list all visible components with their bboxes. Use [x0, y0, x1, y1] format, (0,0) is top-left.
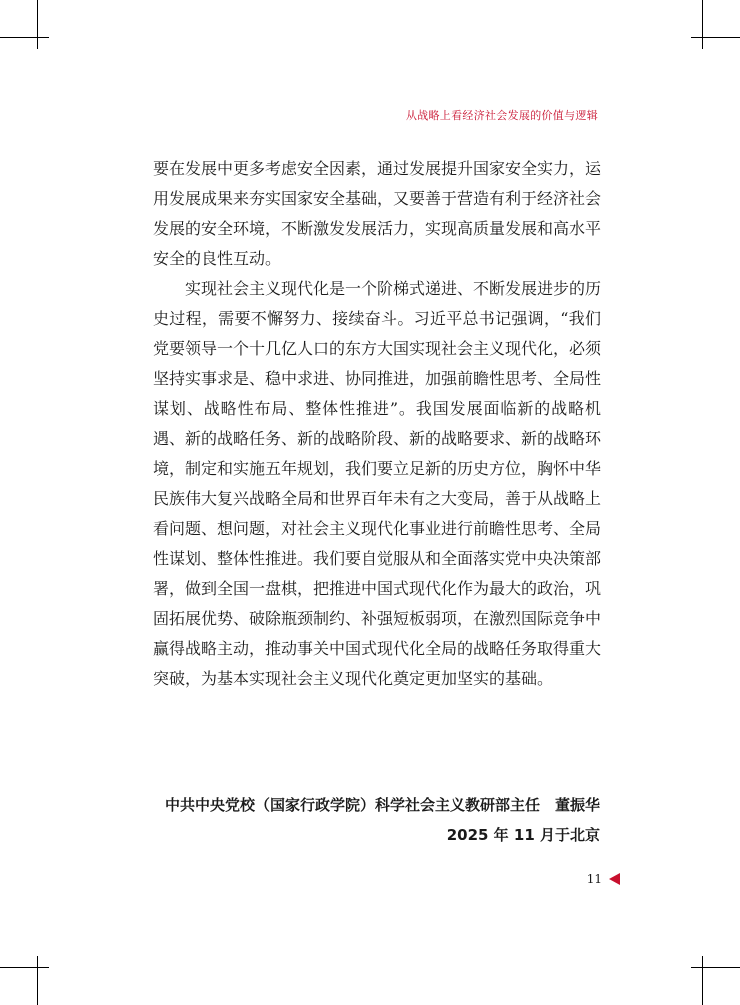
page-marker-triangle-icon [609, 873, 620, 885]
author-line: 中共中央党校（国家行政学院）科学社会主义教研部主任 董振华 [164, 796, 600, 814]
crop-mark-top-right-h [691, 37, 740, 38]
crop-mark-bottom-left-h [0, 967, 49, 968]
paragraph: 实现社会主义现代化是一个阶梯式递进、不断发展进步的历史过程，需要不懈努力、接续奋斗。习近平总书记强调，“我们党要领导一个十几亿人口的东方大国实现社会主义现代化，必须坚持实事求是、稳中求进、协同推进，加强前瞻性思考、全局性谋划、战略性布局、整体性推进”。我国发展面临新的战略机遇、新的战略任务、新的战略阶段、新的战略要求、新的战略环境，制定和实施五年规划，我们要立足新的历史方位，胸怀中华民族伟大复兴战略全局和世界百年未有之大变局，善于从战略上看问题、想问题，对社会主义现代化事业进行前瞻性思考、全局性谋划、整体性推进。我们要自觉服从和全面落实党中央决策部署，做到全国一盘棋，把推进中国式现代化作为最大的政治，巩固拓展优势、破除瓶颈制约、补强短板弱项，在激烈国际竞争中赢得战略主动，推动事关中国式现代化全局的战略任务取得重大突破，为基本实现社会主义现代化奠定更加坚实的基础。 [153, 279, 602, 688]
crop-mark-bottom-left-v [37, 956, 38, 1005]
crop-mark-top-right-v [702, 0, 703, 49]
signature-block [165, 790, 600, 850]
date-place-line: 2025 年 11 月于北京 [446, 826, 600, 844]
crop-mark-bottom-right-h [691, 967, 740, 968]
crop-mark-top-left-h [0, 37, 49, 38]
running-header: 从战略上看经济社会发展的价值与逻辑 [405, 109, 598, 122]
crop-mark-top-left-v [37, 0, 38, 49]
page-number-block [587, 872, 620, 886]
body-text [153, 154, 601, 694]
crop-mark-bottom-right-v [702, 956, 703, 1005]
page-number: 11 [586, 872, 602, 886]
paragraph: 要在发展中更多考虑安全因素，通过发展提升国家安全实力，运用发展成果来夯实国家安全基础，又要善于营造有利于经济社会发展的安全环境，不断激发发展活力，实现高质量发展和高水平安全的良性互动。 [153, 159, 602, 268]
